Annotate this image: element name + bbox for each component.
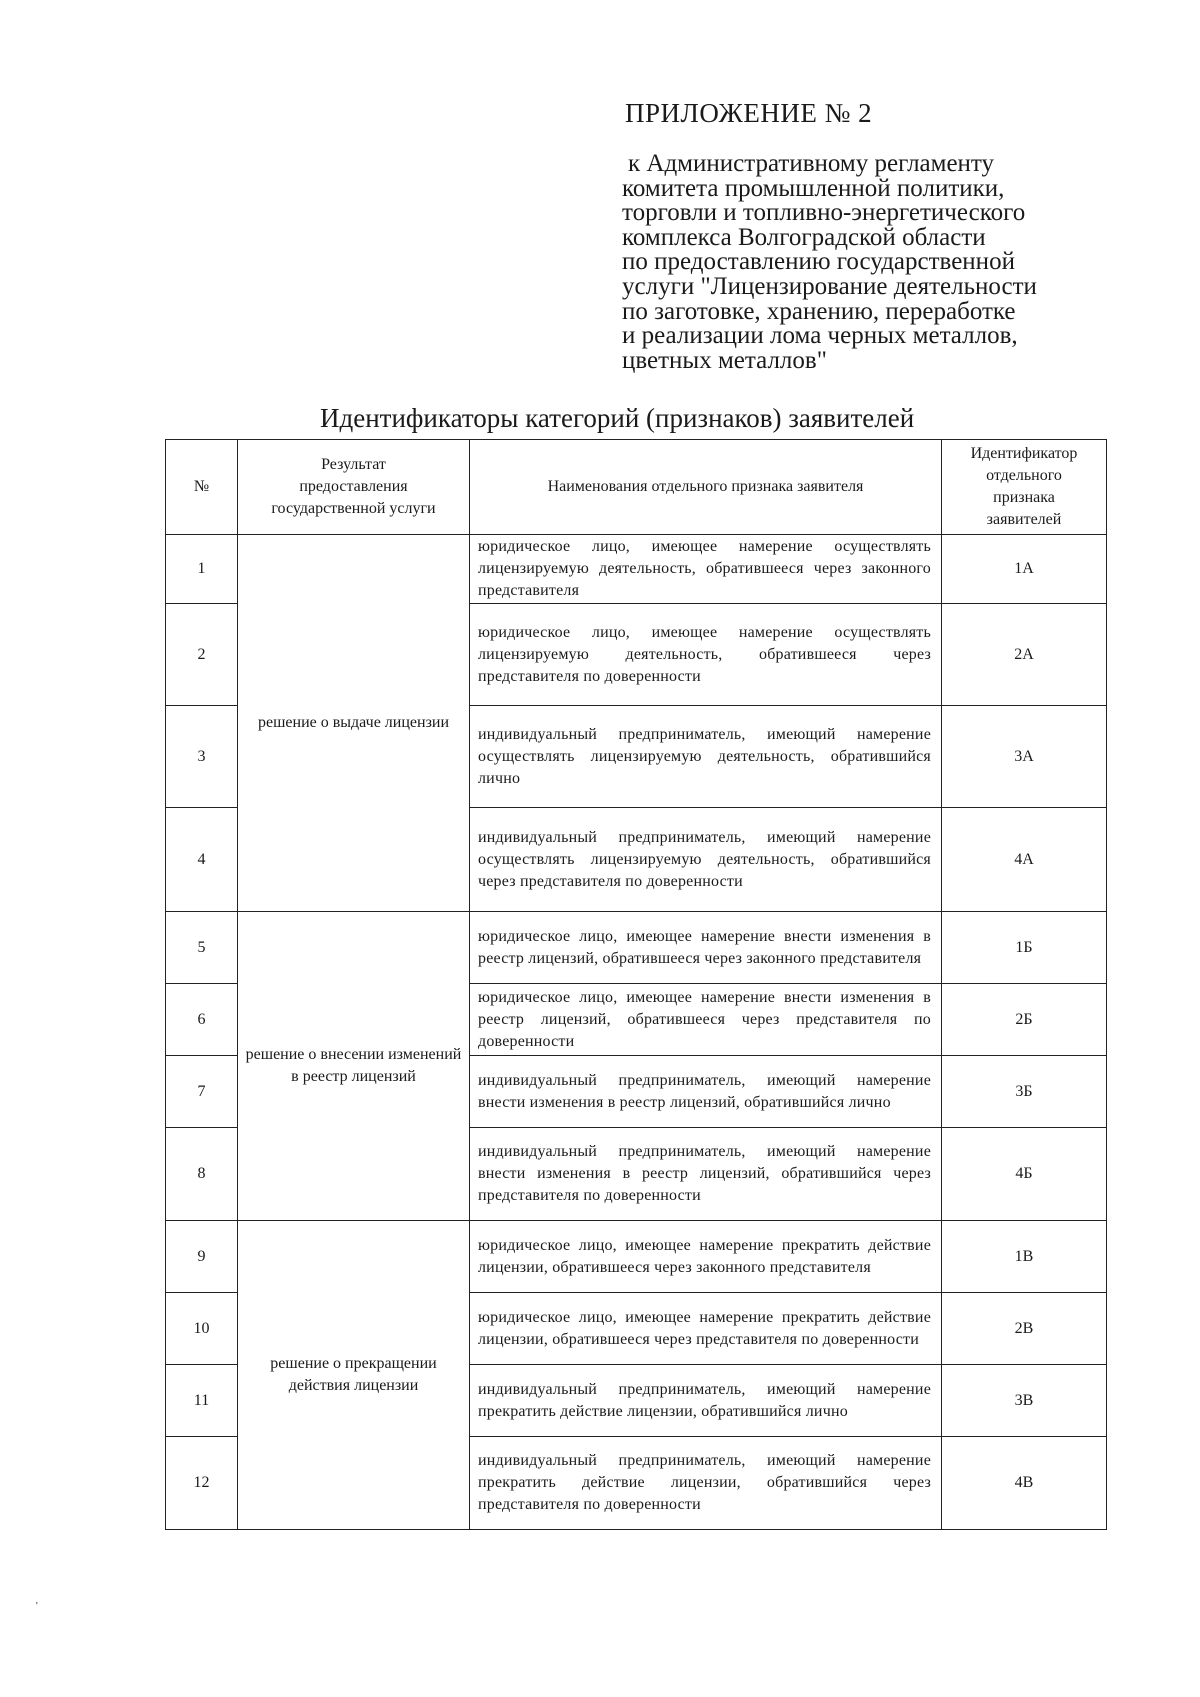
row-identifier: 3В — [942, 1365, 1107, 1437]
row-description: юридическое лицо, имеющее намерение осуществлять лицензируемую деятельность, обратившееся через законного представителя — [470, 535, 942, 604]
row-number: 10 — [166, 1293, 238, 1365]
subtitle-line: по заготовке, хранению, переработке — [622, 297, 1016, 325]
table-row — [166, 912, 1107, 984]
subtitle-line: торговли и топливно-энергетического — [622, 199, 1026, 227]
result-group-label: решение о выдаче лицензии — [238, 535, 470, 912]
header-num: № — [166, 440, 238, 535]
row-number: 8 — [166, 1128, 238, 1221]
table-header-row — [166, 440, 1107, 535]
row-description: индивидуальный предприниматель, имеющий намерение внести изменения в реестр лицензий, обратившийся через представителя по доверенности — [470, 1128, 942, 1221]
row-number: 7 — [166, 1056, 238, 1128]
row-description: индивидуальный предприниматель, имеющий намерение прекратить действие лицензии, обратившийся лично — [470, 1365, 942, 1437]
row-number: 5 — [166, 912, 238, 984]
result-group-label: решение о внесении изменений в реестр лицензий — [238, 912, 470, 1221]
row-number: 11 — [166, 1365, 238, 1437]
table-row — [166, 1221, 1107, 1293]
row-description: юридическое лицо, имеющее намерение внести изменения в реестр лицензий, обратившееся через законного представителя — [470, 912, 942, 984]
row-description: индивидуальный предприниматель, имеющий намерение осуществлять лицензируемую деятельность, обратившийся через представителя по доверенности — [470, 808, 942, 912]
table-title: Идентификаторы категорий (признаков) заявителей — [320, 403, 915, 433]
row-identifier: 1В — [942, 1221, 1107, 1293]
subtitle-line: услуги "Лицензирование деятельности — [622, 272, 1037, 300]
scan-mark: ' — [36, 1601, 38, 1612]
header-id: Идентификатор отдельного признака заявителей — [942, 440, 1107, 535]
row-identifier: 4Б — [942, 1128, 1107, 1221]
row-description: юридическое лицо, имеющее намерение прекратить действие лицензии, обратившееся через законного представителя — [470, 1221, 942, 1293]
row-number: 4 — [166, 808, 238, 912]
appendix-title: ПРИЛОЖЕНИЕ № 2 — [625, 98, 873, 128]
row-description: юридическое лицо, имеющее намерение осуществлять лицензируемую деятельность, обратившееся через представителя по доверенности — [470, 604, 942, 706]
row-identifier: 2В — [942, 1293, 1107, 1365]
row-number: 3 — [166, 706, 238, 808]
row-number: 6 — [166, 984, 238, 1056]
row-identifier: 1А — [942, 535, 1107, 604]
row-identifier: 2Б — [942, 984, 1107, 1056]
row-identifier: 2А — [942, 604, 1107, 706]
row-number: 2 — [166, 604, 238, 706]
row-description: юридическое лицо, имеющее намерение внести изменения в реестр лицензий, обратившееся через представителя по доверенности — [470, 984, 942, 1056]
row-identifier: 3А — [942, 706, 1107, 808]
row-identifier: 1Б — [942, 912, 1107, 984]
subtitle-line: и реализации лома черных металлов, — [622, 322, 1018, 350]
applicant-categories-table — [165, 439, 1107, 1530]
subtitle-line: цветных металлов" — [622, 346, 827, 374]
row-description: индивидуальный предприниматель, имеющий намерение внести изменения в реестр лицензий, обратившийся лично — [470, 1056, 942, 1128]
appendix-subtitle — [622, 152, 1122, 373]
row-description: юридическое лицо, имеющее намерение прекратить действие лицензии, обратившееся через представителя по доверенности — [470, 1293, 942, 1365]
header-result: Результат предоставления государственной услуги — [238, 440, 470, 535]
row-number: 1 — [166, 535, 238, 604]
subtitle-line: по предоставлению государственной — [622, 248, 1015, 276]
row-number: 9 — [166, 1221, 238, 1293]
row-description: индивидуальный предприниматель, имеющий намерение осуществлять лицензируемую деятельность, обратившийся лично — [470, 706, 942, 808]
subtitle-line: комитета промышленной политики, — [622, 174, 1005, 202]
row-description: индивидуальный предприниматель, имеющий намерение прекратить действие лицензии, обратившийся через представителя по доверенности — [470, 1437, 942, 1530]
header-name: Наименования отдельного признака заявителя — [470, 440, 942, 535]
subtitle-line: комплекса Волгоградской области — [622, 223, 986, 251]
subtitle-line: к Административному регламенту — [628, 150, 995, 177]
result-group-label: решение о прекращении действия лицензии — [238, 1221, 470, 1530]
row-identifier: 4В — [942, 1437, 1107, 1530]
row-identifier: 4А — [942, 808, 1107, 912]
row-identifier: 3Б — [942, 1056, 1107, 1128]
row-number: 12 — [166, 1437, 238, 1530]
table-row — [166, 535, 1107, 604]
